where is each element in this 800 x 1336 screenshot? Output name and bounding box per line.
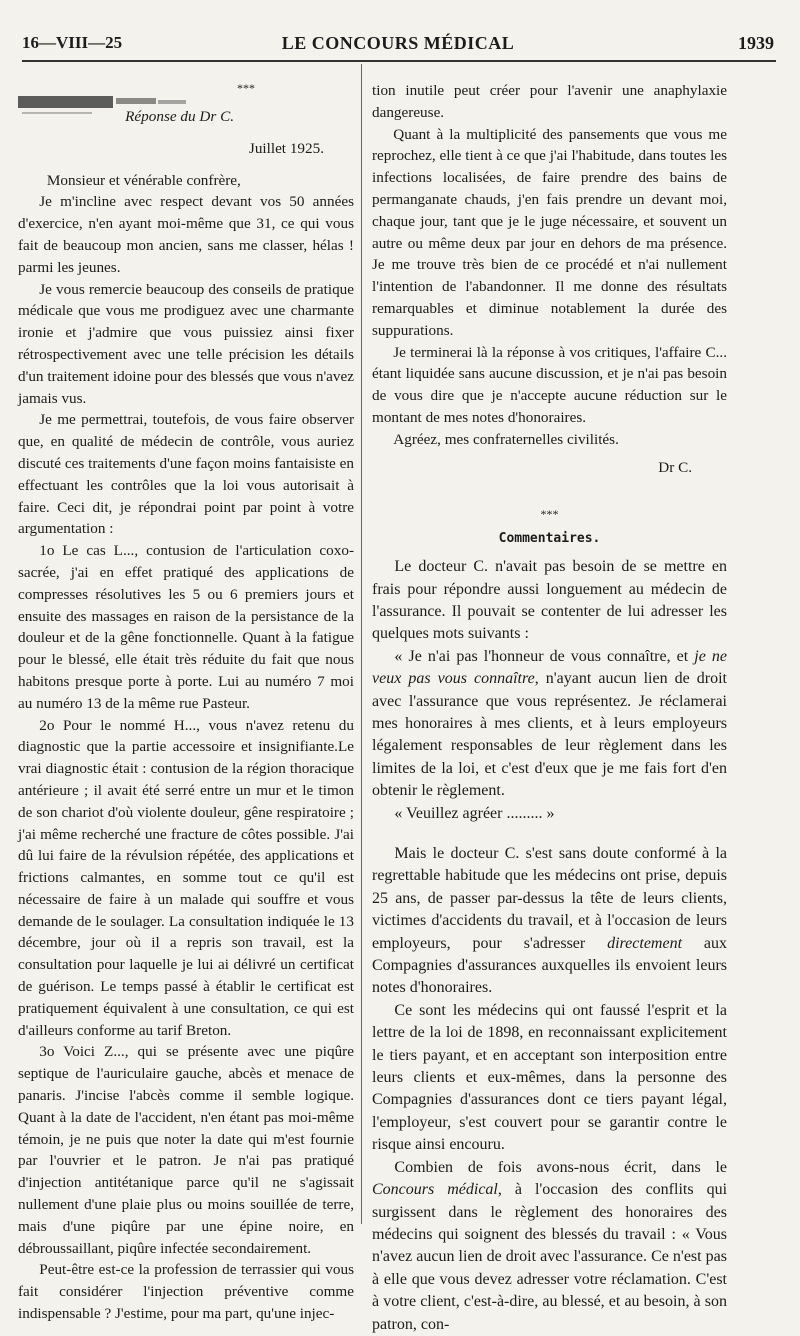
paragraph: tion inutile peut créer pour l'avenir une anaphylaxie dangereuse.	[372, 82, 727, 121]
paragraph-emphasis: directement	[607, 934, 683, 952]
quoted-reply	[372, 646, 727, 803]
header-date: 16—VIII—25	[22, 33, 123, 52]
quote-emphasis: je ne veux pas vous connaître	[372, 647, 727, 688]
paragraph: 2o Pour le nommé H..., vous n'avez retenu du diagnostic que la partie accessoire et insignifiante.Le vrai diagnostic était : contusion de la région thoracique antérieure ; il avait été serré entre un mur et le timon de son chariot d'où violente douleur, gêne respiratoire ; j'ai même recherché une fracture de côtes possible. J'ai dû lui faire de la révulsion répétée, des applications et frictions calmantes, en somme tout ce qu'il est nécessaire de faire à un malade qui souffre et vous demande de le soulager. La consultation indiquée le 13 décembre, jour où il a repris son travail, est la consultation pour laquelle je lui ai délivré un certificat de guérison. Le temps passé à établir le certificat est pratiquement équivalent à une consultation, ce qui est d'ailleurs conforme au tarif Breton.	[18, 716, 354, 1039]
paragraph: Je m'incline avec respect devant vos 50 années d'exercice, n'en ayant moi-même que 31, ce qui vous fait de beaucoup mon ancien, sans me classer, hélas ! parmi les jeunes.	[18, 193, 354, 276]
page-number: 1939	[738, 33, 774, 53]
salutation: Monsieur et vénérable confrère,	[46, 171, 241, 189]
paragraph: Je me permettrai, toutefois, de vous faire observer que, en qualité de médecin de contrôle, vous auriez discuté ces traitements d'une façon moins fantaisiste en effectuant les contrôles que la loi vous autorisait à faire. Ceci dit, je répondrai point par point à votre argumentation :	[18, 411, 354, 538]
paragraph-text: Combien de fois avons-nous écrit, dans le	[394, 1158, 727, 1176]
paragraph-text: aux Compagnies d'assurances auxquelles ils envoient leurs notes d'honoraires.	[372, 934, 727, 997]
page-header	[22, 33, 774, 59]
paragraph	[372, 843, 727, 1000]
paragraph: Je vous remercie beaucoup des conseils de pratique médicale que vous me prodiguez avec une charmante ironie et j'admire que vous puissiez ainsi fixer rétrospectivement avec une telle précision les détails d'un traitement idoine pour des blessés que vous n'avez jamais vus.	[18, 280, 354, 407]
comments-title: Commentaires.	[498, 531, 601, 547]
paragraph: Ce sont les médecins qui ont faussé l'esprit et la lettre de la loi de 1898, en reconnaissant explicitement le tiers payant, et en acceptant son interposition entre leurs clients et eux-mêmes, dans la personne des Compagnies d'assurances dont ce tiers payant légal, l'employeur, s'est couvert pour se garantir contre le risque ainsi encouru.	[372, 1001, 727, 1154]
column-divider	[361, 64, 362, 1224]
paragraph	[372, 1157, 727, 1336]
paragraph: Je terminerai là la réponse à vos critiques, l'affaire C... étant liquidée sans aucune discussion, et je n'ai pas besoin de vous dire que je n'accepte aucune réduction sur le montant de mes notes d'honoraires.	[372, 343, 727, 426]
paragraph: Peut-être est-ce la profession de terrassier qui vous fait considérer l'injection préventive comme indispensable ? J'estime, pour ma part, qu'une injec-	[18, 1261, 354, 1323]
paragraph-text: , à l'occasion des conflits qui surgissent dans le règlement des honoraires des médecins qui soignent des blessés du travail : « Vous n'avez aucun lien de droit avec l'assurance. Ce n'est pas à elle que vous devez adresser votre réclamation. C'est à votre client, c'est-à-dire, au blessé, et au besoin, à son patron, con-	[372, 1181, 728, 1333]
paragraph: Quant à la multiplicité des pansements que vous me reprochez, elle tient à ce que j'ai l'habitude, dans toutes les infections localisées, de faire prendre des bains de permanganate chauds, j'en fais prendre un devant moi, chaque jour, tant que je le juge nécessaire, et souvent un autre ou même deux par jour en dehors de ma présence. Je me trouve très bien de ce procédé et n'ai nullement l'intention de l'abandonner. Il me donne des résultats remarquables et diminue notablement la durée des suppurations.	[372, 125, 727, 339]
quote-text: , n'ayant aucun lien de droit avec l'assurance que vous représentez. Je réclamerai mes honoraires à mes clients, et à leurs employeurs légalement responsables de leur règlement dans les limites de la loi, et c'est d'eux que je me fais fort d'en obtenir le règlement.	[372, 670, 728, 800]
quote-closing: « Veuillez agréer ......... »	[394, 804, 555, 822]
right-column	[372, 80, 727, 1336]
paragraph-text: Mais le docteur C. s'est sans doute conformé à la regrettable habitude que les médecins ont prise, depuis 25 ans, de passer par-dessus la tête de leurs clients, victimes d'accidents du travail, et à l'occasion de leurs employeurs, pour s'adresser	[372, 845, 727, 952]
paragraph-emphasis: Concours médical	[372, 1181, 498, 1199]
comments-intro: Le docteur C. n'avait pas besoin de se mettre en frais pour répondre aussi longuement au médecin de l'assurance. Il pouvait se contenter de lui adresser les quelques mots suivants :	[372, 558, 727, 643]
left-column	[18, 80, 354, 1325]
paragraph: 1o Le cas L..., contusion de l'articulation coxo-sacrée, j'ai en effet pratiqué des applications de compresses résolutives les 5 ou 6 premiers jours et ensuite des massages en raison de la persistance de la douleur et de la gêne fonctionnelle. Quant à la fatigue pour le blessé, elle était très réduite du fait que nous habitons presque porte à porte. Lui au numéro 7 moi au numéro 13 de la même rue Pasteur.	[18, 542, 354, 712]
ink-stamp-mark	[18, 90, 198, 120]
paragraph: Agréez, mes confraternelles civilités.	[393, 430, 619, 448]
paragraph: 3o Voici Z..., qui se présente avec une piqûre septique de l'auriculaire gauche, abcès et menace de panaris. J'incise l'abcès comme il semble logique. Quant à la date de l'accident, n'en étant pas moi-même témoin, je ne puis que noter la date qui m'est fournie par l'ouvrier et le patron. Je n'ai pas pratiqué d'injection antitétanique parce qu'il ne s'agissait nullement d'une plaie plus ou moins souillée de terre, mais d'une piqûre par une épine noire, en débroussaillant, piqûre infectée secondairement.	[18, 1043, 354, 1257]
section-stars: ***	[237, 81, 255, 95]
answer-title: Réponse du Dr C.	[125, 108, 234, 125]
header-rule	[22, 60, 776, 62]
signature: Dr C.	[658, 458, 692, 476]
letter-date: Juillet 1925.	[248, 139, 324, 157]
quote-text: « Je n'ai pas l'honneur de vous connaître, et	[394, 647, 695, 665]
journal-title: LE CONCOURS MÉDICAL	[281, 33, 515, 53]
section-stars: ***	[540, 507, 559, 522]
